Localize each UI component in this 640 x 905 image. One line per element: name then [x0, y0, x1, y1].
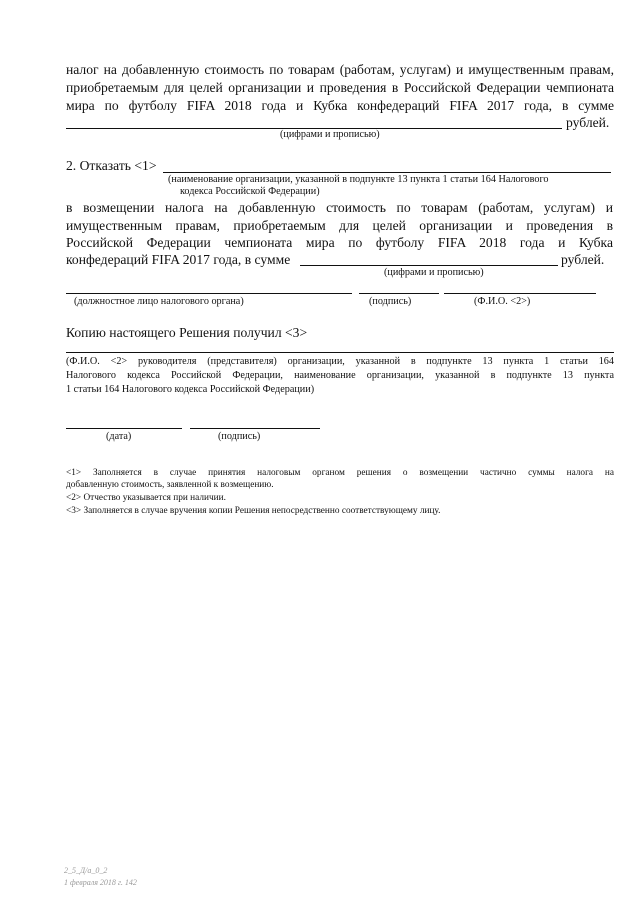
section2-line3: Российской Федерации чемпионата мира по футболу FIFA 2018 года и Кубка	[66, 235, 613, 250]
amount-line-2[interactable]	[300, 265, 558, 266]
section2-org-hint-2: кодекса Российской Федерации)	[180, 186, 320, 197]
official-hint: (должностное лицо налогового органа)	[74, 296, 244, 307]
copy-signature-line[interactable]	[190, 428, 320, 429]
copy-recipient-line[interactable]	[66, 352, 614, 353]
para1-line3: мира по футболу FIFA 2018 года и Кубка конфедераций FIFA 2017 года, в сумме	[66, 98, 614, 113]
registration-stamp-line1: 2_5_Д/а_0_2	[64, 866, 108, 875]
registration-stamp-line2: 1 февраля 2018 г. 142	[64, 878, 137, 887]
official-line[interactable]	[66, 293, 352, 294]
signature-line[interactable]	[359, 293, 439, 294]
section2-line1: в возмещении налога на добавленную стоимость по товарам (работам, услугам) и	[66, 200, 613, 215]
section2-label: 2. Отказать <1>	[66, 158, 157, 173]
fio-line[interactable]	[444, 293, 596, 294]
section2-currency: рублей.	[561, 252, 605, 267]
para1-line2: приобретаемым для целей организации и проведения в Российской Федерации чемпионата	[66, 80, 614, 95]
footnote-3: <3> Заполняется в случае вручения копии Решения непосредственно соответствующему лицу.	[66, 506, 441, 516]
copy-hint-2: Налогового кодекса Российской Федерации, наименование организации, указанной в подпункте 13 пункта	[66, 370, 614, 381]
copy-hint-1: (Ф.И.О. <2> руководителя (представителя) организации, указанной в подпункте 13 пункта 1 статьи 164	[66, 356, 614, 367]
footnote-2: <2> Отчество указывается при наличии.	[66, 493, 226, 503]
date-line[interactable]	[66, 428, 182, 429]
section2-org-hint-1: (наименование организации, указанной в подпункте 13 пункта 1 статьи 164 Налогового	[168, 174, 549, 185]
fio-hint: (Ф.И.О. <2>)	[474, 296, 531, 307]
para1-line1: налог на добавленную стоимость по товарам (работам, услугам) и имущественным правам,	[66, 62, 614, 77]
section2-hint: (цифрами и прописью)	[384, 267, 484, 278]
para1-hint: (цифрами и прописью)	[280, 129, 380, 140]
copy-hint-3: 1 статьи 164 Налогового кодекса Российской Федерации)	[66, 384, 315, 395]
date-hint: (дата)	[106, 431, 132, 442]
footnote-1-line2: добавленную стоимость, заявленной к возмещению.	[66, 480, 274, 490]
copy-label: Копию настоящего Решения получил <3>	[66, 325, 308, 340]
org-name-line[interactable]	[163, 172, 611, 173]
section2-line4: конфедераций FIFA 2017 года, в сумме	[66, 252, 291, 267]
copy-signature-hint: (подпись)	[218, 431, 261, 442]
signature-hint: (подпись)	[369, 296, 412, 307]
section2-line2: имущественным правам, приобретаемым для целей организации и проведения в	[66, 218, 613, 233]
para1-currency: рублей.	[566, 115, 610, 130]
footnote-1-line1: <1> Заполняется в случае принятия налоговым органом решения о возмещении частично суммы налога на	[66, 468, 614, 478]
